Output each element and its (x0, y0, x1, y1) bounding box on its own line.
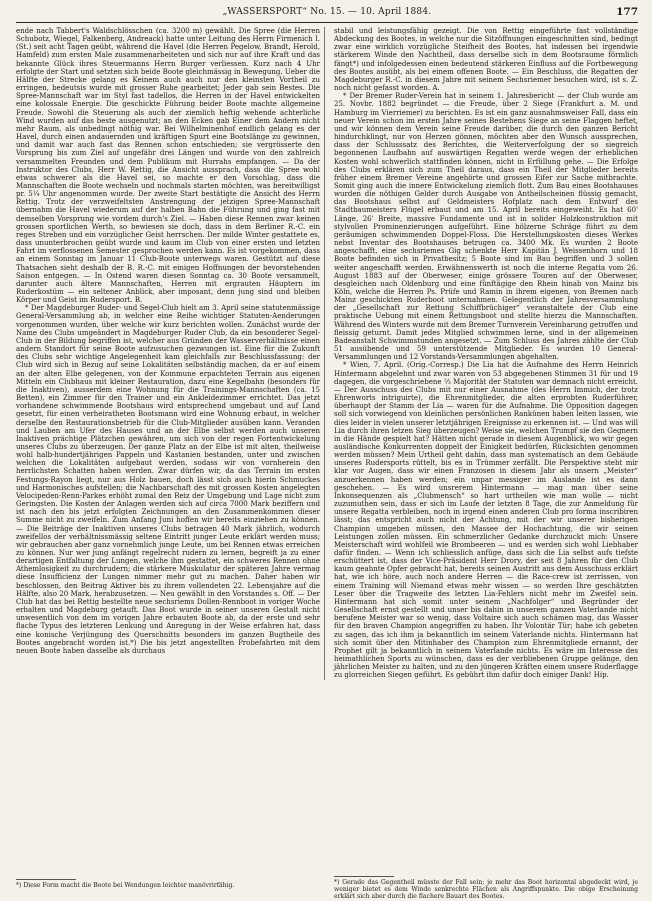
right-column (334, 27, 638, 901)
text-columns (16, 27, 638, 901)
page-number: 177 (616, 6, 638, 18)
left-footnote-block (16, 875, 320, 889)
page-header (16, 6, 638, 23)
article-magdeburger-continued: stabil und leistungsfähig gezeigt. Die von Rettig eingeführte fast vollständige Abdeckung des Bootes, in welche nur die Sitzöffnungen eingeschnitten sind, bedingt zwar eine wirklich vorzügliche Steifheit des Bootes, hat indessen bei irgendwie stärkerem Winde den Nachtheil, dass derselbe sich in dem Bootsraume förmlich fängt*) und infolgedessen einen bedeutend stärkeren Einfluss auf die Fortbewegung des Bootes ausübt, als bei einem offenen Boote. — Ein Beschluss, die Regatten der Magdeburger R.-C. in diesem Jahre mit seinem Sechsriemer besuchen wird, ist s. Z. noch nicht gefasst worden. A. (334, 27, 638, 93)
right-footnote: *) Gerade das Gegentheil müsste der Fall sein; je mehr das Boot horizontal abgedeckt wird, je weniger bietet es dem Winde senkrechte Flächen als Angriffspunkte. Die obige Erscheinung erklärt sich aber durch die flachere Bauart des Bootes. (334, 879, 638, 901)
article-wien-lia: * Wien, 7. April. (Orig.-Corresp.) Die Lia hat die Aufnahme des Herrn Heinrich Hintermann abgelehnt und zwar waren von 53 abgegebenen Stimmen 31 für und 19 dagegen, die vorgeschriebene ⅔ Majorität der Statuten war demnach nicht erreicht. — Der Ausschuss des Clubs mit nur einer Ausnahme (des Herrn Immich, der trotz Ehrenworts intriguirte), die Ehrenmitglieder, die alten erprobten Ruderführer, überhaupt der Stamm der Lia — waren für die Aufnahme. Die Opposition dagegen soll sich vorwiegend von kleinlichen persönlichen Rankünen haben leiten lassen, wie dies leider in vielen unserer letztjährigen Ereignisse zu erkennen ist. — Und was will Lia durch ihren letzen Sieg überzeugen? Weise sie, welchen Trumpf sie den Gegnern in die Hände gespielt hat? Hätten nicht gerade in diesem Augenblick, wo wir gegen ausländische Konkurrenten doppelt der Einigkeit bedürfen, Rücksichten genommen werden müssen? Mein Urtheil geht dahin, dass man systematisch an dem Gebäude unseres Rudersports rüttelt, bis es in Trümmer zerfällt. Die Perspektive steht mir klar vor Augen, dass wir einen Franzosen in diesem Jahr als unsern „Meister“ anzuerkennen haben werden; ein unpar messiger im Auslande ist es dann geschehen. — Es wird unsrerem Hintermann — mag man über seine Inkonsequenzen als „Clubmensch“ so hart urtheilen wie man wolle — nicht zuzumuthen sein, dass er sich im Laufe der letzten 8 Tage, die zur Anmeldung für unsere Regatta verbleiben, noch in irgend einen anderen Club pro forma inscribiren lässt; das entspricht auch nicht der Achtung, mit der wir unserer bisherigen Champion umgeben müssen, den Massee der Hochachtung, die wir seinen Leistungen zollen müssen. Ein schmerzlicher Gedanke durchzuckt mich: Unsere Meisterschaft wird wohlfeil wie Brombeeren — und es werden sich wohl Liebhaber dafür finden. — Wenn ich schliesslich anfüge, dass sich die Lia selbst aufs tiefste erschüttert ist, dass der Vice-Präsident Herr Drory, der seit 8 Jahren für den Club kaum geahnte Opfer gebracht hat, bereits seinen Austritt aus dem Ausschuss erklärt hat, wie ich höre, auch noch andere Herren — die Race-crew ist zerrissen, von einem Training will Niemand etwas mehr wissen — so werden Ihre geschätzten Leser über die Tragweite des letzten Lia-Fehlers nicht mehr im Zweifel sein. Hintermann hat sich somit unter seinem „Nachfolger“ und Begründer der Gesellschaft ernst gestellt und unser bis dahin in unserem ganzen Vaterlande nicht berufene Meister war so wenig, dass Voltaire sich auch schämen mag, das Wasser für den braven Champion angegriffen zu haben. Ihr Volontär Tür; habe ich gebeten zu sagen, das ich ihm ja bekanntlich im seinem Vaterlande nichts. Hintermann hat sich somit über den Mitinhaber des Champion zum Ehrenmitgliede ernannt, der Prophet gilt ja bekanntlich in seinem Vaterlande nichts. Es wäre im Interesse des heimathlichen Sports zu wünschen, dass es der verbliebenen Gruppe gelänge, den jährlichen Meister zu halten, und zu den jüngeren Kräften einem unsere Ruderflagge zu glorreichen Siegen geführt. Es gebührt ihm dafür doch einiger Dank! Hip. (334, 361, 638, 680)
running-title: „WASSERSPORT“ No. 15. — 10. April 1884. (222, 7, 432, 17)
right-footnote-block (334, 872, 638, 901)
article-bremer-ruder-verein: * Der Bremer Ruder-Verein hat in seinem 1. Jahresbericht — der Club wurde am 25. Novbr. 1882 begründet — die Freude, über 2 Siege (Frankfurt a. M. und Hamburg im Vierriemer) zu berichten. Es ist ein ganz ausnahmsweiser Fall, dass ein neuer Verein schon im ersten Jahre seines Bestehens Siege an seine Flaggen heftet, und wir können dem Verein seine Freude darüber, die durch den ganzen Bericht hindurchklingt, nur von Herzen gönnen, möchten aber den Wunsch aussprechen, dass der Schlusssatz des Berichtes, die Weiterverfolgung der so siegreich begonnenen Laufbahn auf auswärtigen Regatten werde wegen der erheblichen Kosten wohl schwerlich stattfinden können, nicht in Erfüllung gehe. — Die Erfolge des Clubs erklären sich zum Theil daraus, dass ein Theil der Mitglieder bereits früher einem Bremer Vereine angehörte und grossen Eifer zur Sache mitbrachte. Somit ging auch die innere Entwickelung ziemlich flott. Zum Bau eines Bootshauses wurden die nöthigen Gelder durch Ausgabe von Antheilscheinen flüssig gemacht, das Bootshaus selbst auf Geldmeisters Hofplatz nach dem Entwurf des Stadtbaumeisters Flügel erbaut und am 15. April bereits eingeweiht. Es hat 60' Länge, 26' Breite, massive Fundamente und ist in solider Holzkonstruktion mit stylvollen Prominenzierungen aufgeführt. Eine hölzerne Schräge führt zu dem geräumigen schwimmenden Doppel-Floss. Die Herstellungskosten dieses Werkes nebst Inventar des Bootshauses betrugen ca. 3400 Mk. Es wurden 2 Boote angeschafft, eine sechsriemes Gig schenkte Herr Kapitän J. Weissenhorn und 18 Boote befinden sich in Privatbesitz; 5 Boote sind im Bau begriffen und 3 sollen weiter angeschafft werden. Erwähnenswerth ist noch die interne Regatta vom 26. August 1883 auf der Oberweser, einige grössere Touren auf der Oberweser, desgleichen nach Oldenburg und eine fünftägige den Rhein hinab von Mainz bis Köln, welche die Herren Ps. Prüfe und Ramin in ihrem eigenen, von Bremen nach Mainz geschickten Ruderboot unternahmen. Gelegentlich der Jahresversammlung der „Gesellschaft zur Rettung Schiffbrüchiger“ veranstaltete der Club eine praktische Uebung mit einem Rettungsboot und stellte hierzu die Mannschaften. Während des Winters wurde mit dem Bremer Turnverein Vereinbarung getroffen und fleissig geturnt. Damit jedes Mitglied schwimmen lerne, sind in der allgemeinen Badeanstalt Schwimmstunden angesetzt. — Zum Schluss des Jahres zählte der Club 51 ausübende und 59 unterstützende Mitglieder. Es wurden 10 General-Versammlungen und 12 Vorstands-Versammlungen abgehalten. (334, 92, 638, 362)
article-berliner-rc: ende nach Tabbert's Waldschlösschen (ca. 3200 m) gewählt. Die Spree (die Herren Schubotz, Wiegel, Falkenberg, Andreack) hatte unter Leitung des Herrn Firmenich I. (St.) seit acht Tagen geübt, während die Havel (die Herren Pegelow, Brandt, Herold, Hamfeld) zum ersten Male zusammenarbeiteten und sich nur auf ihre Kraft und das bekannte Glück ihres Steuermanns Herrn Burger verliessen. Kurz nach 4 Uhr erfolgte der Start und setzten sich beide Boote gleichmässig in Bewegung. Ueber die Hälfte der Strecke gelang es Keinem auch auch nur den kleinsten Vortheil zu erringen, bedeutsis wurde mit grosser Ruhe gearbeitet; Jeder gab sein Bestes. Die Spree-Mannschaft war im Styl fast tadellos, die Herren in der Havel entwickelten eine kolossale Energie. Die geschickte Führung beider Boote machte allgemeine Freude. Sowohl die Steuerung als auch der ziemlich heftig wehende achterliche Wind wurden auf das beste ausgenutzt; an den Ecken gab Einer dem Andern nicht mehr Raum, als unbedingt nöthig war. Bei Wilhelminenhof endlich gelang es der Havel, durch einen andauernden und kräftigen Spurt eine Bootslänge zu gewinnen, und damit war auch fast das Rennen schon entschieden; sie vergrösserte den Vorsprung bis zum Ziel auf ungefähr drei Längen und wurde von den zahlreich versammelten Freunden und dem Publikum mit Hurrahs empfangen. — Da der Instruktor des Clubs, Herr W. Rettig, die Ansicht aussprach, dass die Spree wohl etwas schwerer als die Havel sei, so machte er den Vorschlag, dass die Mannschaften die Boote wechseln und nochmals starten möchten, was bereitwilligst pr. 5¼ Uhr angenommen wurde. Der zweite Start bestätigte die Ansicht des Herrn Rettig. Trotz der verzweifeltsten Anstrengung der jetzigen Spree-Mannschaft übernahm die Havel wiederum auf der halben Bahn die Führung und ging fast mit demselben Vorsprung wie vordem durch's Ziel. — Haben diese Rennen zwar keinen grossen sportlichen Werth, so bewiesen sie doch, dass in dem Berliner R.-C. ein reges Streben und ein vorzüglicher Geist herrschen. Der milde Winter gestattete es, dass ununterbrochen geübt wurde und kaum im Club von einer ersten und letzten Fahrt im verflossenen Semester gesprochen werden kann. Es ist vorgekommen, dass an einem Sonntag im Januar 11 Club-Boote unterwegs waren. Gestützt auf diese Thatsachen sieht deshalb der B. R.-C. mit einigen Hoffnungen der bevorstehenden Saison entgegen. — In Ostend waren diesen Sonntag ca. 30 Boote versammelt, darunter auch ältere Mannschaften, Herren mit ergrauten Häuptern im Ruderkostüm — ein seltener Anblick, aber imposant, denn jung sind und bleiben Körper und Geist im Rudersport. B. (16, 27, 320, 305)
footnote-divider (334, 876, 394, 877)
footnote-divider (16, 879, 76, 880)
article-magdeburger-rsc: * Der Magdeburger Ruder- und Segel-Club hielt am 3. April seine statutenmässige General-Versammlung ab, in welcher eine Reihe wichtiger Statuten-Aenderungen vorgenommen wurden, über welche wir kurz berichten wollen. Zunächst wurde der Name des Clubs umgeändert in Magdeburger Ruder Club, da ein besonderer Segel-Club in der Bildung begriffen ist, welcher aus Gründen der Wasserverhältnisse einen andern Standort für seine Boote aufzusuchen gezwungen ist. Eine für die Zukunft des Clubs sehr wichtige Angelegenheit kam gleichfalls zur Beschlussfassung: der Club wird sich in Bezug auf seine Lokalitäten selbständig machen, da er auf einem an der alten Elbe gelegenen, von der Kommune erpachteten Terrain aus eigenen Mitteln ein Clubhaus mit kleiner Restauration, dazu eine Kegelbahn (besonders für die Inaktiven), ausserdem eine Wohnung für die Trainings-Mannschaften (ca. 15 Betten), ein Zimmer für den Trainer und ein Ankleidezimmer errichtet. Das jetzt vorhandene schwimmende Bootshaus wird entsprechend umgebaut und auf Land gesetzt, für einen verheiratheten Bootsmann wird eine Wohnung erbaut, in welcher derselbe den Restaurationsbetrieb für die Club-Mitglieder ausüben kann. Veranden und Lauben am Ufer des Hauses und an der Elbe selbst werden auch unseren Inaktiven prächtige Plätzchen gewähren, um sich von der regen Fortentwickelung unseres Clubs zu überzeugen. Der ganze Platz an der Elbe ist mit alten, theilweise wohl halb-hundertjährigen Pappeln und Kastanien bestanden, unter und zwischen welchen die Lokalitäten aufgebaut werden, sodass wir von vornherein den herrlichsten Schatten haben werden. Zwar dürfen wir, da das Terrain im ersten Festungs-Rayon liegt, nur aus Holz bauen, doch lässt sich auch hierin Schmuckes und Harmonisches aufstellen; die Nachbarschaft des mit grossen Kosten angelegten Velocipeden-Renn-Parkes erhöht zumal den Reiz der Umgebung und Lage nicht zum Geringsten. Die Kosten der Anlagen werden sich auf circa 7000 Mark beziffern und ist nach den bis jetzt erfolgten Zeichnungen an den Zusammenkommen dieser Summe nicht zu zweifeln. Zum Anfang Juni hoffen wir bereits einziehen zu können. — Die Beiträge der Inaktiven unseres Clubs betragen 40 Mark jährlich, wodurch zweifellos der verhältnissmässig seltene Eintritt junger Leute erklärt werden muss; wir gebrauchen aber ganz vornehmlich junge Leute, um bei Rennen etwas erreichen zu können. Nur wer jung anfängt regelrecht rudern zu lernen, begreift ja zu einer derartigen Entfaltung der Lungen, welche ihm gestattet, ein schweres Rennen ohne Athemlosigkeit zu durchrudern; die stärkere Muskulatur der späteren Jahre vermag diese Insufficienz der Lungen nimmer mehr gut zu machen. Daher haben wir beschlossen, den Beitrag Aktiver bis zu ihrem vollendeten 22. Lebensjahre auf die Hälfte, also 20 Mark, herabzusetzen. — Neu gewählt in den Vorstandes s. Off. — Der Club hat das bei Rettig bestellte neue sechsriems Dollen-Rennboot in voriger Woche erhalten und Magdeburg getauft. Das Boot wurde in seiner unseren Gestalt nicht unwesentlich von dem im vorigen Jahre erbauten Boote ab, da der erste und sehr flache Typus des letzteren Lenkung und Anregung in der Weise erfahren hat, dass eine konische Verjüngung des Querschnitts besonders im ganzen Bugtheile des Bootes angebracht worden ist.*) Die bis jetzt angestellten Probefahrten mit dem neuen Boote haben dasselbe als durchaus (16, 304, 320, 655)
left-column (16, 27, 325, 889)
left-footnote: *) Diese Form macht die Boote bei Wendungen leichter manövrirfähig. (16, 882, 235, 889)
